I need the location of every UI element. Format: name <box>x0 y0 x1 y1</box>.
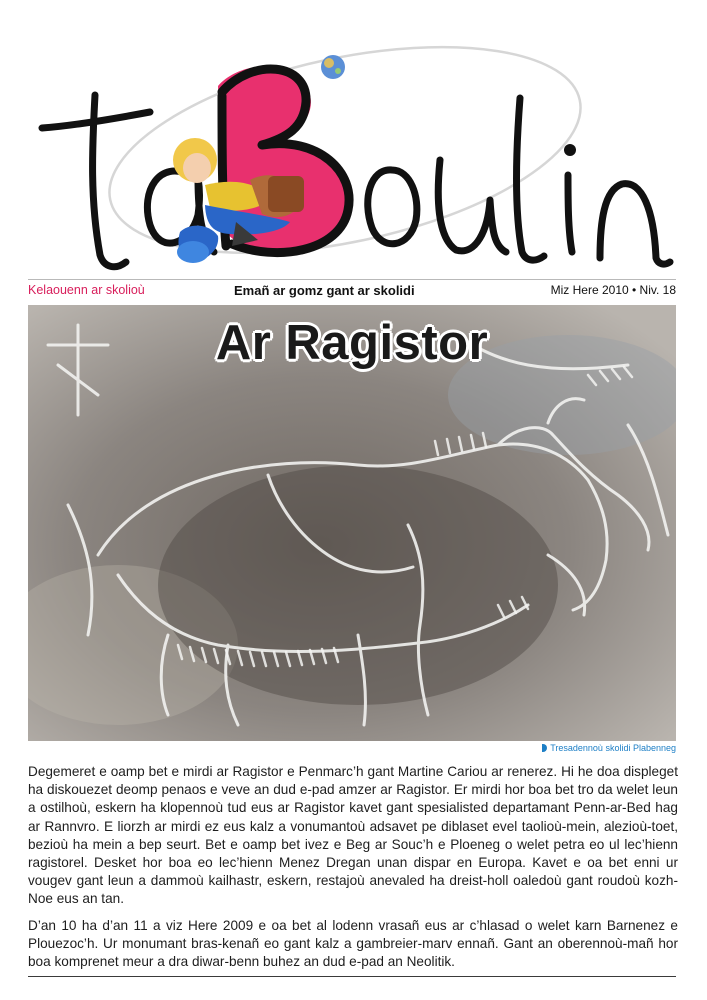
subheader-rule <box>28 279 676 280</box>
article-paragraph-1: Degemeret e oamp bet e mirdi ar Ragistor e Penmarc’h gant Martine Cariou ar renerez. Hi he doa displeget ha diskouezet deomp penaos e veve an dud e-pad amzer ar Ragistor. Er mirdi hor boa bet tro da welet leun a ostilhoù, eskern ha klopennoù tud eus ar Ragistor kavet gant spesialisted departamant Penn-ar-Bed hag ar Rannvro. E liorzh ar mirdi ez eus kalz a vonumantoù adsavet pe diblaset evel taolioù-mein, alezioù-toet, bezioù ha mein a bep seurt. Bet e oamp bet ivez e Beg ar Souc’h e Ploeneg o welet petra eo ul lec’hienn ragistorel. Desket hor boa eo lec’hienn Menez Dregan unan dispar en Europa. Kavet e oa bet enni ur vougev gant leun a dammoù kailhastr, eskern, restajoù anevaled ha dreist-holl oaledoù gant roudoù kozh-Noe eus an tan. <box>28 764 678 907</box>
masthead <box>0 0 707 282</box>
article-body <box>28 763 678 979</box>
subheader <box>28 283 676 301</box>
photo-caption <box>542 743 676 753</box>
ta-boulin-logo <box>0 0 707 282</box>
caption-marker-icon <box>542 744 547 752</box>
planet-icon <box>321 55 345 79</box>
issue-info: Miz Here 2010 • Niv. 18 <box>550 283 676 297</box>
hero-image <box>28 305 676 741</box>
footer-rule <box>28 976 676 977</box>
caption-text: Tresadennoù skolidi Plabenneg <box>550 743 676 753</box>
article-headline: Ar Ragistor <box>215 316 489 370</box>
article-paragraph-2: D’an 10 ha d’an 11 a viz Here 2009 e oa bet al lodenn vrasañ eus ar c’hlasad o welet karn Barnenez e Plouezoc’h. Ur monumant bras-kenañ eo gant kalz a gambreier-marv ennañ. Gant an oberennoù-mañ hor boa komprenet meur a dra diwar-benn buhez an dud e-pad an Neolitik. <box>28 917 678 970</box>
logo-text: ta Boulin <box>0 0 4 1</box>
logo-letters-oulin <box>368 98 670 264</box>
publication-name: Kelaouenn ar skolioù <box>28 283 145 297</box>
tagline: Emañ ar gomz gant ar skolidi <box>234 283 415 298</box>
